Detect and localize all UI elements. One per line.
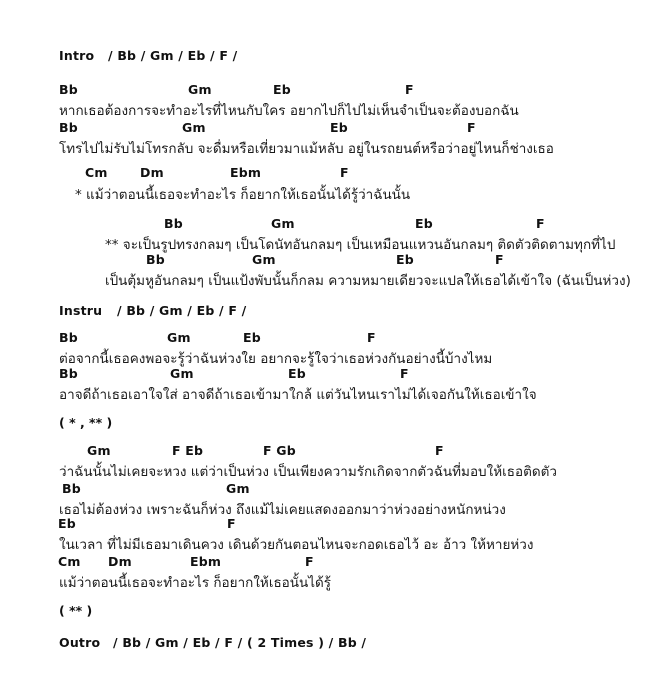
chord: F	[536, 216, 545, 231]
chord: Bb	[59, 330, 78, 345]
chord: F	[227, 516, 236, 531]
lyric-text: ว่าฉันนั้นไม่เคยจะหวง แต่ว่าเป็นห่วง เป็นเพียงความรักเกิดจากตัวฉันที่มอบให้เธอติดตัว	[59, 464, 557, 480]
chord: Bb	[59, 120, 78, 135]
chord: F Eb	[172, 443, 204, 458]
chord: Eb	[396, 252, 414, 267]
chord: Bb	[146, 252, 165, 267]
chord: Gm	[170, 366, 194, 381]
chord: Gm	[167, 330, 191, 345]
chord: Cm	[58, 554, 81, 569]
prechorus-chords	[0, 165, 666, 184]
lyric-text: ** จะเป็นรูปทรงกลมๆ เป็นโดนัทอันกลมๆ เป็นเหมือนแหวนอันกลมๆ ติดตัวติดตามทุกที่ไป	[105, 237, 616, 253]
chord: Bb	[59, 366, 78, 381]
chord: Gm	[87, 443, 111, 458]
bridge-line1-lyric	[0, 460, 666, 482]
intro-progression: / Bb / Gm / Eb / F /	[108, 48, 238, 63]
chord: F	[467, 120, 476, 135]
chord: F	[400, 366, 409, 381]
outro-label: Outro	[59, 635, 101, 650]
chord: Eb	[330, 120, 348, 135]
chord: Eb	[288, 366, 306, 381]
chord: F	[495, 252, 504, 267]
chord: Ebm	[190, 554, 222, 569]
lyric-text: หากเธอต้องการจะทำอะไรที่ไหนกับใคร อยากไปก็ไปไม่เห็นจำเป็นจะต้องบอกฉัน	[59, 103, 519, 119]
lyric-text: ต่อจากนี้เธอคงพอจะรู้ว่าฉันห่วงใย อยากจะรู้ใจว่าเธอห่วงกันอย่างนี้บ้างไหม	[59, 351, 493, 367]
chord: F Gb	[263, 443, 296, 458]
repeat-marker-text: ( * , ** )	[59, 415, 113, 430]
chord: Bb	[164, 216, 183, 231]
chord: Eb	[58, 516, 76, 531]
chord: Gm	[226, 481, 250, 496]
lyric-text: * แม้ว่าตอนนี้เธอจะทำอะไร ก็อยากให้เธอนั้นได้รู้ว่าฉันนั้น	[75, 187, 411, 203]
lyric-text: อาจดีถ้าเธอเอาใจใส่ อาจดีถ้าเธอเข้ามาใกล้ แต่วันไหนเราไม่ได้เจอกันให้เธอเข้าใจ	[59, 387, 537, 403]
repeat-marker-text: ( ** )	[59, 603, 93, 618]
prechorus-lyric	[0, 183, 666, 205]
lyric-text: เธอไม่ต้องห่วง เพราะฉันก็ห่วง ถึงแม้ไม่เคยแสดงออกมาว่าห่วงอย่างหนักหน่วง	[59, 502, 506, 518]
verse1-line1-lyric	[0, 99, 666, 121]
chord: Gm	[188, 82, 212, 97]
chord: F	[405, 82, 414, 97]
chord: Eb	[415, 216, 433, 231]
outro-progression: / Bb / Gm / Eb / F / ( 2 Times ) / Bb /	[113, 635, 367, 650]
intro-label: Intro	[59, 48, 95, 63]
chord: Cm	[85, 165, 108, 180]
instru-progression: / Bb / Gm / Eb / F /	[117, 303, 247, 318]
chord: Gm	[271, 216, 295, 231]
chord: Eb	[243, 330, 261, 345]
chord: Eb	[273, 82, 291, 97]
chord: Ebm	[230, 165, 262, 180]
chord: Dm	[140, 165, 164, 180]
bridge-line3-lyric	[0, 533, 666, 555]
chord: Dm	[108, 554, 132, 569]
chord: F	[340, 165, 349, 180]
chord: F	[435, 443, 444, 458]
lyric-text: แม้ว่าตอนนี้เธอจะทำอะไร ก็อยากให้เธอนั้นได้รู้	[59, 575, 332, 591]
chord: Bb	[62, 481, 81, 496]
chord: Gm	[182, 120, 206, 135]
chord: Bb	[59, 82, 78, 97]
bridge-line4-lyric	[0, 571, 666, 593]
lyric-text: ในเวลา ที่ไม่มีเธอมาเดินควง เดินด้วยกันตอนไหนจะกอดเธอไว้ อะ อ้าว ให้หายห่วง	[59, 537, 534, 553]
lyric-text: เป็นตุ้มหูอันกลมๆ เป็นแป้งพับนั้นก็กลม ความหมายเดียวจะแปลให้เธอได้เข้าใจ (ฉันเป็นห่วง)	[105, 273, 631, 289]
chorus-line2-lyric	[0, 269, 666, 291]
lyric-text: โทรไปไม่รับไม่โทรกลับ จะดื่มหรือเที่ยวมาแม้หลับ อยู่ในรถยนต์หรือว่าอยู่ไหนก็ช่างเธอ	[59, 141, 554, 157]
instru-label: Instru	[59, 303, 103, 318]
chord: F	[305, 554, 314, 569]
verse2-line2-lyric	[0, 383, 666, 405]
chord: F	[367, 330, 376, 345]
verse1-line2-lyric	[0, 137, 666, 159]
chord: Gm	[252, 252, 276, 267]
